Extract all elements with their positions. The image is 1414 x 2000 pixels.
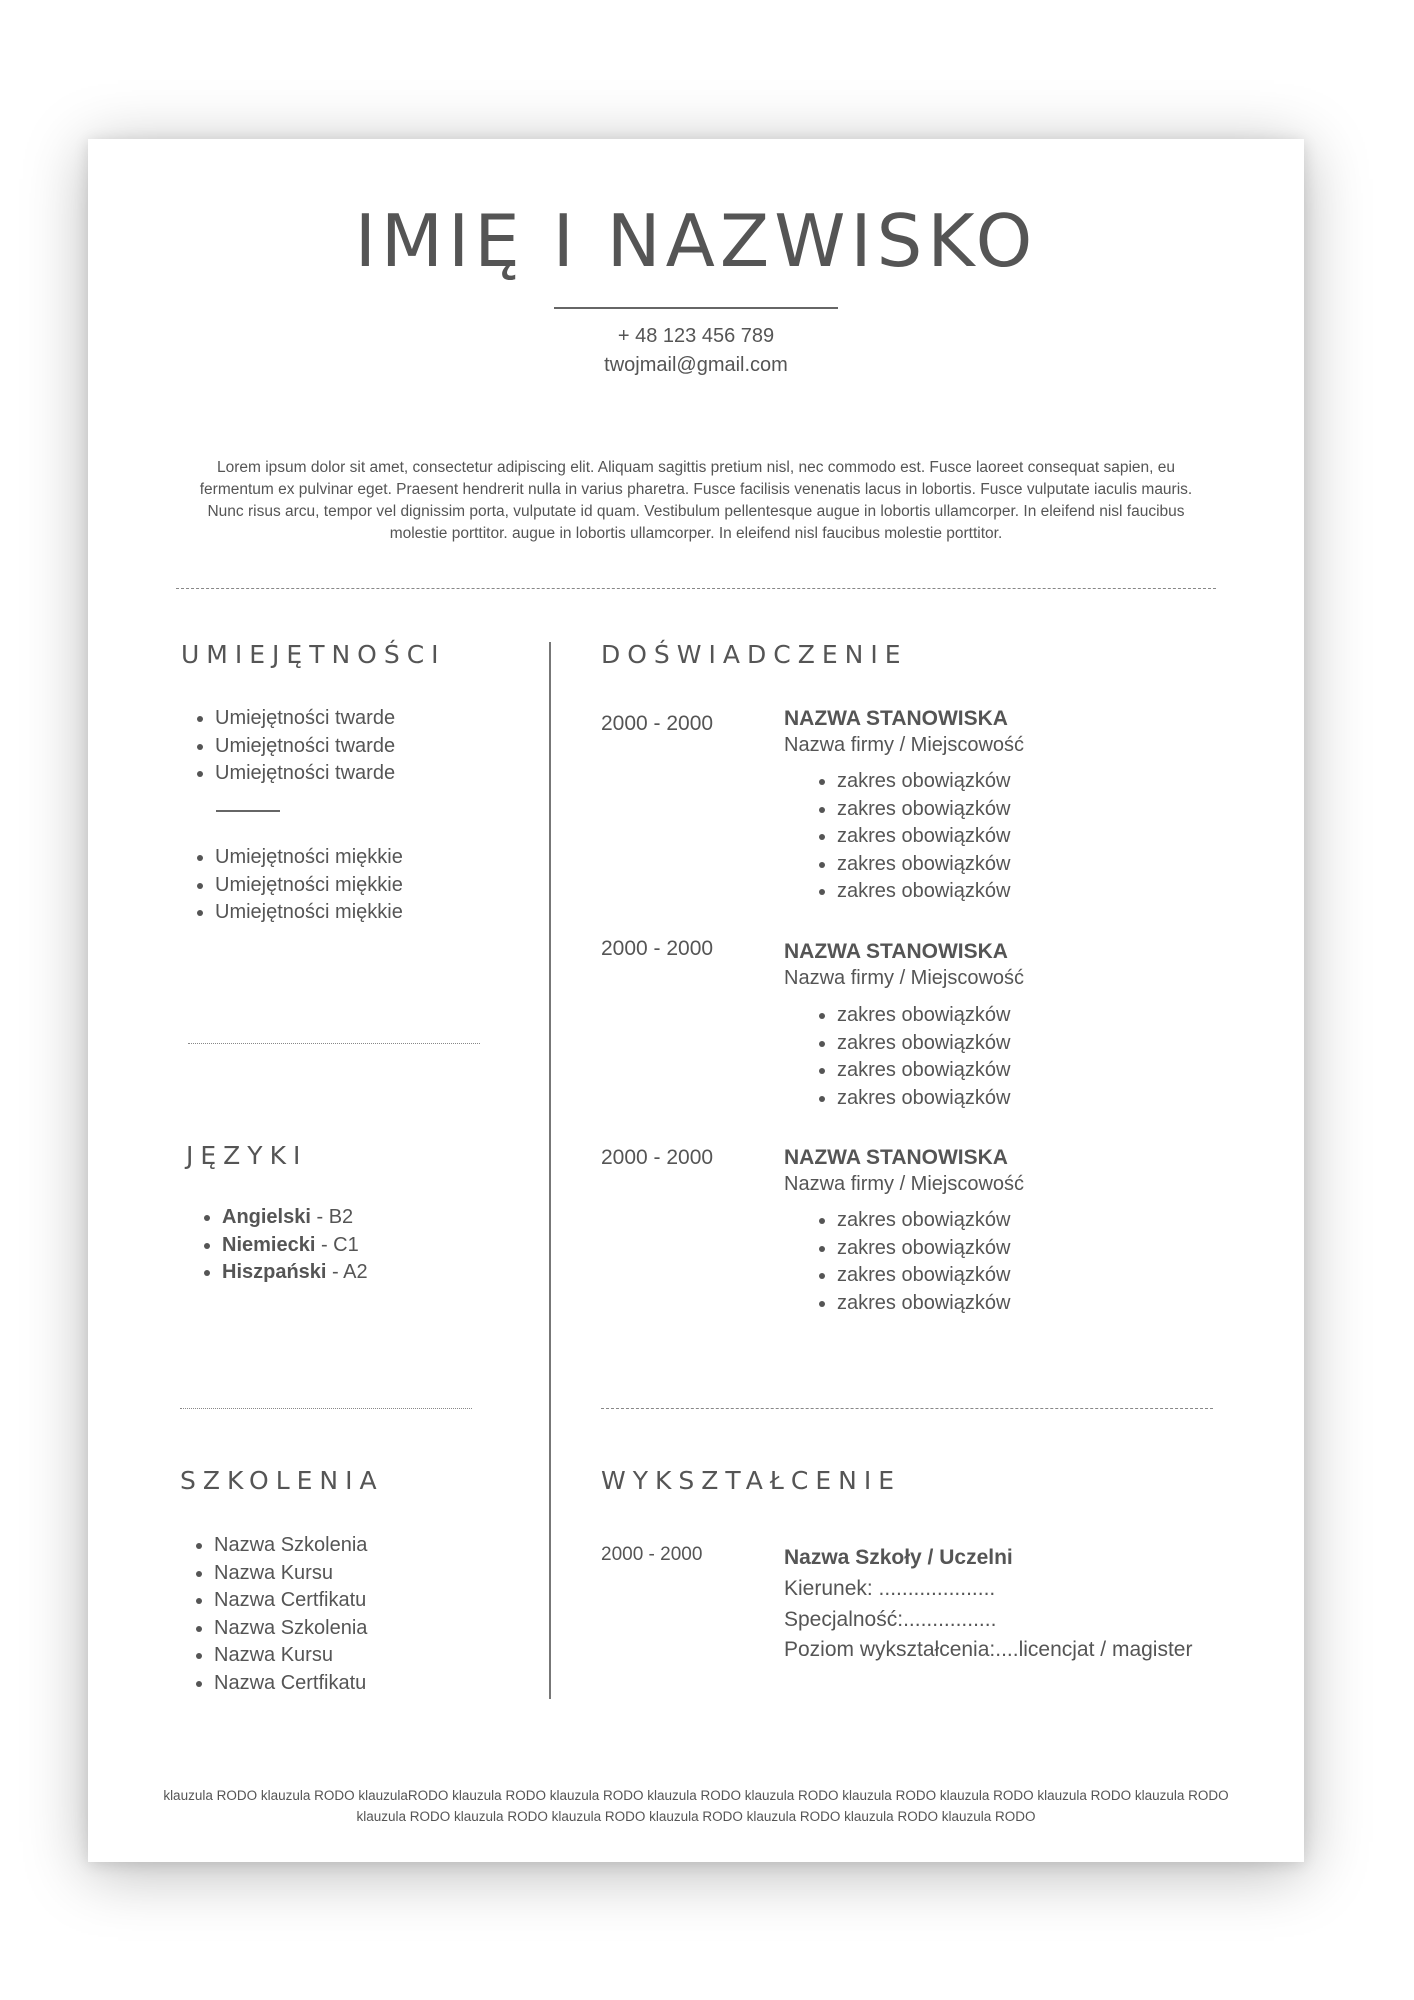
list-item: • Umiejętności miękkie xyxy=(215,899,403,927)
list-item: • Nazwa Certfikatu xyxy=(214,1670,367,1698)
experience-heading: DOŚWIADCZENIE xyxy=(601,640,908,669)
experience-divider xyxy=(601,1408,1213,1409)
education-field: Kierunek: .................... xyxy=(784,1577,996,1600)
education-specialty: Specjalność:................ xyxy=(784,1608,997,1631)
list-item xyxy=(222,1204,368,1232)
trainings-heading: SZKOLENIA xyxy=(180,1466,384,1495)
gdpr-clause: klauzula RODO klauzula RODO klauzulaRODO klauzula RODO klauzula RODO klauzula RODO klauzula RODO klauzula RODO klauzula RODO klauzula RODO klauzula RODO klauzula RODO klauzula RODO klauzula RODO klauzula RODO klauzula RODO klauzula RODO klauzula RODO xyxy=(163,1788,1229,1824)
education-level: Poziom wykształcenia:....licencjat / magister xyxy=(784,1638,1193,1661)
column-divider xyxy=(549,642,551,1699)
job-period: 2000 - 2000 xyxy=(601,937,714,960)
languages-divider xyxy=(180,1408,472,1409)
list-item: • Nazwa Kursu xyxy=(214,1560,367,1588)
job-company: Nazwa firmy / Miejscowość xyxy=(784,1173,1025,1195)
list-item: • Umiejętności miękkie xyxy=(215,844,403,872)
job-company: Nazwa firmy / Miejscowość xyxy=(784,734,1025,756)
job-title: NAZWA STANOWISKA xyxy=(784,707,1008,730)
email-address: twojmail@gmail.com xyxy=(604,354,788,376)
name-divider xyxy=(554,307,838,309)
job-duties-list xyxy=(815,1207,1010,1317)
soft-skills-list xyxy=(193,844,403,927)
list-item: • zakres obowiązków xyxy=(837,796,1010,824)
list-item xyxy=(222,1259,368,1287)
list-item: • zakres obowiązków xyxy=(837,1235,1010,1263)
resume-page xyxy=(88,139,1304,1862)
skills-divider xyxy=(188,1043,480,1044)
profile-summary: Lorem ipsum dolor sit amet, consectetur adipiscing elit. Aliquam sagittis pretium nisl, nec commodo est. Fusce laoreet consequat sapien, eu fermentum ex pulvinar eget. Praesent hendrerit nulla in varius pharetra. Fusce facilisis venenatis lacus in lobortis. Fusce vulputate iaculis mauris. Nunc risus arcu, tempor vel dignissim porta, vulputate id quam. Vestibulum pellentesque augue in lobortis ullamcorper. In eleifend nisl faucibus molestie porttitor. augue in lobortis ullamcorper. In eleifend nisl faucibus molestie porttitor. xyxy=(199,459,1193,542)
list-item: • zakres obowiązków xyxy=(837,1002,1010,1030)
list-item: • zakres obowiązków xyxy=(837,823,1010,851)
language-name: Angielski xyxy=(222,1206,311,1228)
skills-separator xyxy=(216,810,280,812)
job-title: NAZWA STANOWISKA xyxy=(784,1146,1008,1169)
list-item: • zakres obowiązków xyxy=(837,1085,1010,1113)
list-item: • Nazwa Certfikatu xyxy=(214,1587,367,1615)
languages-heading: JĘZYKI xyxy=(186,1141,308,1170)
phone-number: + 48 123 456 789 xyxy=(617,325,775,347)
job-duties-list xyxy=(815,768,1010,906)
list-item: • zakres obowiązków xyxy=(837,1290,1010,1318)
language-name: Niemiecki xyxy=(222,1233,316,1256)
languages-list xyxy=(200,1204,368,1287)
education-heading: WYKSZTAŁCENIE xyxy=(601,1466,901,1495)
school-name: Nazwa Szkoły / Uczelni xyxy=(784,1546,1013,1569)
list-item: • zakres obowiązków xyxy=(837,851,1010,879)
language-name: Hiszpański xyxy=(222,1261,327,1284)
language-level: - B2 xyxy=(310,1206,354,1228)
list-item: • Umiejętności miękkie xyxy=(215,872,403,900)
trainings-list xyxy=(192,1532,367,1698)
language-level: - A2 xyxy=(326,1261,368,1284)
list-item: • zakres obowiązków xyxy=(837,878,1010,906)
list-item: • Umiejętności twarde xyxy=(215,705,395,733)
skills-heading: UMIEJĘTNOŚCI xyxy=(181,640,446,669)
job-title: NAZWA STANOWISKA xyxy=(784,940,1008,963)
hard-skills-list xyxy=(193,705,395,788)
list-item: • zakres obowiązków xyxy=(837,1030,1010,1058)
list-item: • zakres obowiązków xyxy=(837,1057,1010,1085)
list-item: • Umiejętności twarde xyxy=(215,733,395,761)
full-name: IMIĘ I NAZWISKO xyxy=(354,199,1038,283)
list-item: • Nazwa Szkolenia xyxy=(214,1615,367,1643)
list-item xyxy=(222,1232,368,1260)
list-item: • Umiejętności twarde xyxy=(215,760,395,788)
list-item: • Nazwa Kursu xyxy=(214,1642,367,1670)
job-company: Nazwa firmy / Miejscowość xyxy=(784,967,1025,989)
job-period: 2000 - 2000 xyxy=(601,1146,714,1169)
language-level: - C1 xyxy=(315,1233,359,1256)
list-item: • zakres obowiązków xyxy=(837,1207,1010,1235)
list-item: • zakres obowiązków xyxy=(837,1262,1010,1290)
list-item: • Nazwa Szkolenia xyxy=(214,1532,367,1560)
education-period: 2000 - 2000 xyxy=(601,1544,703,1565)
summary-divider xyxy=(176,588,1216,589)
list-item: • zakres obowiązków xyxy=(837,768,1010,796)
job-duties-list xyxy=(815,1002,1010,1112)
job-period: 2000 - 2000 xyxy=(601,712,714,735)
